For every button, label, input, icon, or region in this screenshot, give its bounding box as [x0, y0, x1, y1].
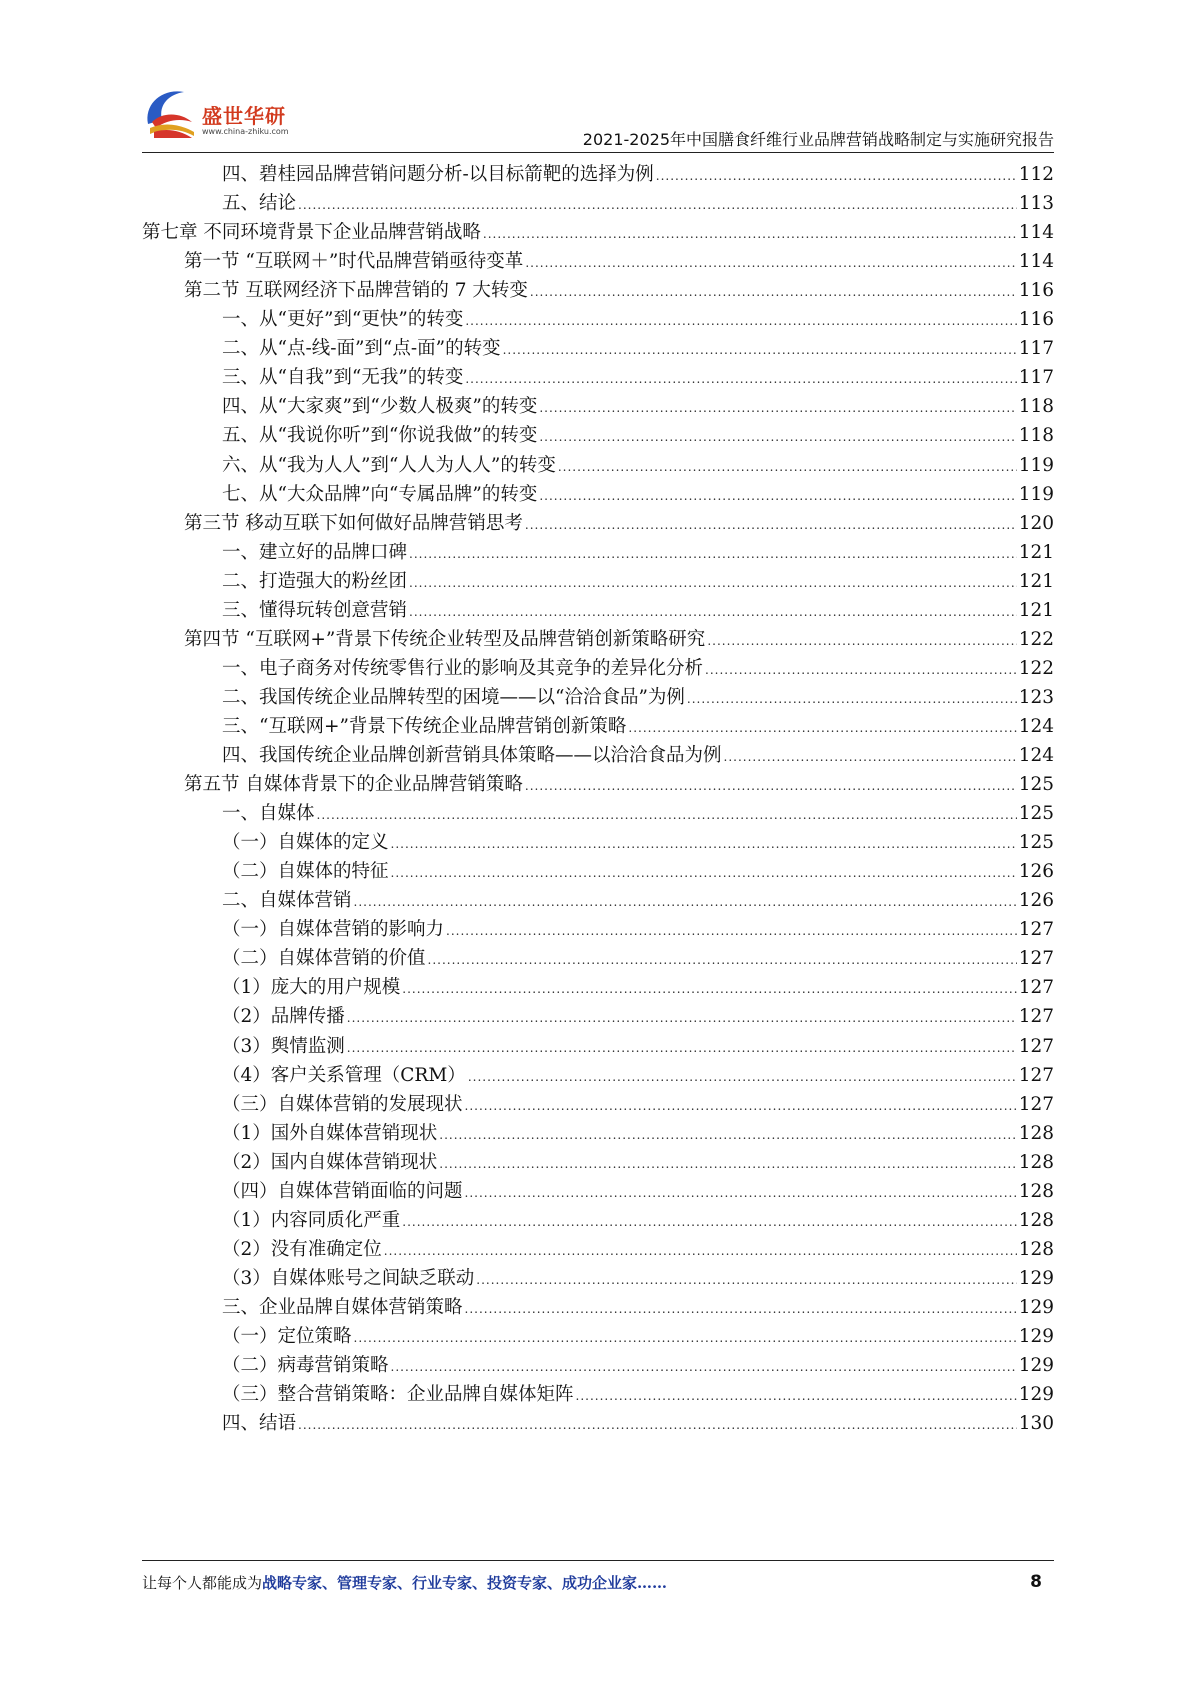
toc-dot-leader — [656, 161, 1017, 191]
toc-entry[interactable] — [222, 1002, 1054, 1032]
toc-entry-page: 127 — [1018, 1035, 1054, 1057]
toc-entry[interactable] — [142, 218, 1054, 248]
company-logo — [140, 82, 310, 152]
toc-entry[interactable] — [222, 1293, 1054, 1323]
toc-entry-title: 一、电子商务对传统零售行业的影响及其竞争的差异化分析 — [222, 657, 704, 679]
toc-entry[interactable] — [222, 915, 1054, 945]
toc-entry-title: （二）病毒营销策略 — [222, 1355, 389, 1377]
toc-entry-title: 五、从“我说你听”到“你说我做”的转变 — [222, 425, 538, 447]
toc-dot-leader — [525, 771, 1017, 801]
toc-dot-leader — [465, 1091, 1017, 1121]
toc-entry[interactable] — [222, 1351, 1054, 1381]
toc-entry-page: 117 — [1018, 367, 1054, 389]
toc-dot-leader — [539, 422, 1016, 452]
toc-entry-title: 二、从“点-线-面”到“点-面”的转变 — [222, 338, 501, 360]
toc-entry-page: 122 — [1018, 657, 1054, 679]
toc-entry[interactable] — [222, 1061, 1054, 1091]
toc-entry-page: 129 — [1018, 1355, 1054, 1377]
toc-entry-page: 124 — [1018, 745, 1054, 766]
toc-entry-page: 127 — [1018, 1093, 1054, 1115]
toc-entry[interactable] — [222, 1235, 1054, 1265]
toc-dot-leader — [539, 481, 1016, 511]
toc-entry[interactable] — [222, 1090, 1054, 1120]
toc-entry[interactable] — [222, 828, 1054, 858]
toc-entry-title: （1）国外自媒体营销现状 — [222, 1122, 438, 1144]
toc-entry-title: 六、从“我为人人”到“人人为人人”的转变 — [222, 454, 556, 476]
toc-entry-title: （二）自媒体营销的价值 — [222, 948, 426, 970]
toc-dot-leader — [558, 452, 1017, 482]
toc-dot-leader — [409, 597, 1017, 627]
toc-entry[interactable] — [222, 741, 1054, 771]
toc-entry-page: 127 — [1018, 977, 1054, 999]
toc-dot-leader — [439, 1149, 1016, 1179]
toc-entry-page: 125 — [1018, 832, 1054, 854]
toc-entry[interactable] — [222, 480, 1054, 510]
toc-dot-leader — [384, 1236, 1017, 1266]
toc-entry[interactable] — [222, 392, 1054, 422]
toc-dot-leader — [298, 190, 1017, 220]
toc-entry-title: 第一节 “互联网＋”时代品牌营销亟待变革 — [184, 251, 524, 273]
toc-entry-page: 127 — [1018, 948, 1054, 970]
toc-entry-page: 129 — [1018, 1296, 1054, 1318]
toc-entry[interactable] — [222, 799, 1054, 829]
toc-entry[interactable] — [222, 160, 1054, 190]
toc-entry[interactable] — [222, 973, 1054, 1003]
toc-entry-title: 第二节 互联网经济下品牌营销的 7 大转变 — [184, 280, 528, 302]
toc-entry[interactable] — [222, 654, 1054, 684]
toc-entry-page: 113 — [1018, 193, 1054, 215]
toc-dot-leader — [354, 1323, 1017, 1353]
toc-dot-leader — [465, 1294, 1017, 1324]
toc-dot-leader — [317, 800, 1017, 830]
toc-entry[interactable] — [222, 596, 1054, 626]
toc-entry-page: 116 — [1018, 280, 1054, 302]
toc-dot-leader — [428, 945, 1017, 975]
logo-name: 盛世华研 — [202, 104, 286, 128]
toc-entry-title: （2）国内自媒体营销现状 — [222, 1151, 438, 1173]
toc-dot-leader — [465, 306, 1016, 336]
toc-dot-leader — [525, 248, 1016, 278]
toc-entry-title: （1）内容同质化严重 — [222, 1209, 401, 1231]
toc-entry-title: 第四节 “互联网+”背景下传统企业转型及品牌营销创新策略研究 — [184, 628, 706, 650]
footer-divider — [142, 1560, 1054, 1561]
toc-entry-page: 114 — [1018, 222, 1054, 244]
toc-entry[interactable] — [222, 1206, 1054, 1236]
toc-dot-leader — [468, 1062, 1017, 1092]
toc-entry-page: 125 — [1018, 774, 1054, 796]
toc-entry[interactable] — [222, 1409, 1054, 1439]
toc-entry-page: 121 — [1018, 570, 1054, 592]
toc-entry-title: （3）自媒体账号之间缺乏联动 — [222, 1267, 475, 1289]
toc-dot-leader — [347, 1033, 1017, 1063]
toc-entry-title: 三、企业品牌自媒体营销策略 — [222, 1296, 463, 1318]
toc-entry[interactable] — [222, 857, 1054, 887]
toc-entry[interactable] — [222, 712, 1054, 742]
toc-entry-title: 三、从“自我”到“无我”的转变 — [222, 367, 464, 389]
toc-entry-title: 三、懂得玩转创意营销 — [222, 599, 408, 621]
toc-entry[interactable] — [222, 886, 1054, 916]
toc-entry[interactable] — [222, 567, 1054, 597]
toc-entry-title: 五、结论 — [222, 193, 297, 215]
toc-entry-page: 118 — [1018, 396, 1054, 418]
toc-entry[interactable] — [184, 247, 1054, 277]
toc-entry-page: 125 — [1018, 803, 1054, 825]
toc-entry[interactable] — [222, 1032, 1054, 1062]
toc-entry-page: 127 — [1018, 919, 1054, 941]
toc-entry-title: （一）定位策略 — [222, 1326, 352, 1347]
footer-slogan-highlight: 战略专家、管理专家、行业专家、投资专家、成功企业家…… — [262, 1574, 668, 1592]
toc-entry-page: 130 — [1018, 1413, 1054, 1435]
toc-dot-leader — [483, 219, 1017, 249]
toc-entry[interactable] — [222, 1177, 1054, 1207]
toc-dot-leader — [446, 916, 1017, 946]
toc-entry[interactable] — [222, 451, 1054, 481]
toc-entry[interactable] — [222, 1148, 1054, 1178]
toc-entry-title: 一、建立好的品牌口碑 — [222, 541, 408, 563]
toc-entry-page: 126 — [1018, 890, 1054, 912]
report-title: 2021-2025年中国膳食纤维行业品牌营销战略制定与实施研究报告 — [582, 130, 1054, 149]
toc-entry-title: （4）客户关系管理（CRM） — [222, 1064, 466, 1086]
toc-entry-title: （2）没有准确定位 — [222, 1238, 382, 1260]
toc-entry-page: 124 — [1018, 715, 1054, 737]
toc-entry-title: （2）品牌传播 — [222, 1006, 345, 1028]
toc-entry[interactable] — [184, 625, 1054, 655]
toc-entry[interactable] — [222, 363, 1054, 393]
logo-url: www.china-zhiku.com — [202, 127, 289, 136]
toc-entry-title: 二、打造强大的粉丝团 — [222, 570, 408, 592]
toc-entry-title: 第七章 不同环境背景下企业品牌营销战略 — [142, 222, 481, 244]
toc-entry-title: 第三节 移动互联下如何做好品牌营销思考 — [184, 512, 523, 534]
toc-dot-leader — [707, 626, 1016, 656]
toc-entry-page: 119 — [1018, 454, 1054, 476]
toc-entry-page: 121 — [1018, 599, 1054, 621]
toc-entry[interactable] — [222, 189, 1054, 219]
toc-entry[interactable] — [222, 305, 1054, 335]
toc-dot-leader — [525, 510, 1017, 540]
toc-dot-leader — [465, 1178, 1017, 1208]
toc-entry-title: 七、从“大众品牌”向“专属品牌”的转变 — [222, 483, 538, 505]
toc-dot-leader — [576, 1381, 1017, 1411]
toc-dot-leader — [402, 1207, 1016, 1237]
toc-dot-leader — [409, 539, 1017, 569]
toc-dot-leader — [503, 335, 1017, 365]
toc-entry[interactable] — [222, 1322, 1054, 1352]
toc-entry-page: 129 — [1018, 1326, 1054, 1347]
toc-entry-page: 122 — [1018, 628, 1054, 650]
toc-entry[interactable] — [184, 276, 1054, 306]
toc-entry-title: （四）自媒体营销面临的问题 — [222, 1180, 463, 1202]
toc-entry[interactable] — [222, 944, 1054, 974]
toc-dot-leader — [298, 1410, 1017, 1440]
toc-entry[interactable] — [222, 421, 1054, 451]
toc-entry-title: 三、“互联网+”背景下传统企业品牌营销创新策略 — [222, 715, 627, 737]
toc-entry-page: 127 — [1018, 1006, 1054, 1028]
toc-dot-leader — [628, 713, 1016, 743]
toc-dot-leader — [530, 277, 1017, 307]
toc-entry[interactable] — [222, 334, 1054, 364]
toc-entry-title: 四、从“大家爽”到“少数人极爽”的转变 — [222, 396, 538, 418]
toc-entry-title: 二、自媒体营销 — [222, 890, 352, 912]
toc-dot-leader — [439, 1120, 1016, 1150]
toc-entry-page: 120 — [1018, 512, 1054, 534]
toc-entry-page: 123 — [1018, 686, 1054, 708]
toc-entry-title: （3）舆情监测 — [222, 1035, 345, 1057]
toc-entry-title: 一、自媒体 — [222, 803, 315, 825]
toc-entry-page: 118 — [1018, 425, 1054, 447]
toc-entry-title: 四、碧桂园品牌营销问题分析-以目标箭靶的选择为例 — [222, 164, 654, 185]
toc-entry-title: （二）自媒体的特征 — [222, 861, 389, 883]
toc-entry[interactable] — [184, 509, 1054, 539]
logo-emblem-icon — [140, 82, 200, 142]
footer-slogan-lead: 让每个人都能成为 — [142, 1574, 263, 1592]
toc-dot-leader — [391, 858, 1017, 888]
toc-entry-page: 112 — [1018, 164, 1054, 185]
toc-entry-page: 128 — [1018, 1238, 1054, 1260]
toc-entry[interactable] — [222, 1264, 1054, 1294]
toc-dot-leader — [402, 974, 1016, 1004]
page-header — [0, 0, 1191, 150]
toc-dot-leader — [705, 655, 1017, 685]
toc-entry[interactable] — [222, 1380, 1054, 1410]
toc-entry-title: 二、我国传统企业品牌转型的困境——以“洽洽食品”为例 — [222, 686, 685, 708]
toc-entry-title: （1）庞大的用户规模 — [222, 977, 401, 999]
toc-entry-page: 128 — [1018, 1151, 1054, 1173]
toc-entry[interactable] — [222, 538, 1054, 568]
page-footer — [142, 1572, 1054, 1596]
toc-dot-leader — [409, 568, 1017, 598]
toc-dot-leader — [687, 684, 1017, 714]
toc-entry[interactable] — [222, 683, 1054, 713]
toc-entry[interactable] — [222, 1119, 1054, 1149]
toc-entry-page: 128 — [1018, 1180, 1054, 1202]
toc-dot-leader — [391, 1352, 1017, 1382]
toc-dot-leader — [724, 742, 1017, 772]
toc-entry-page: 119 — [1018, 483, 1054, 505]
toc-entry-title: 四、我国传统企业品牌创新营销具体策略——以洽洽食品为例 — [222, 745, 722, 766]
toc-entry[interactable] — [184, 770, 1054, 800]
toc-entry-title: （一）自媒体的定义 — [222, 832, 389, 854]
toc-entry-page: 126 — [1018, 861, 1054, 883]
toc-entry-title: 一、从“更好”到“更快”的转变 — [222, 309, 464, 331]
header-divider — [142, 152, 1054, 153]
toc-dot-leader — [347, 1003, 1017, 1033]
toc-entry-page: 128 — [1018, 1209, 1054, 1231]
toc-dot-leader — [391, 829, 1017, 859]
toc-entry-title: （三）整合营销策略：企业品牌自媒体矩阵 — [222, 1384, 574, 1406]
toc-entry-page: 121 — [1018, 541, 1054, 563]
toc-dot-leader — [354, 887, 1017, 917]
toc-entry-page: 116 — [1018, 309, 1054, 331]
toc-entry-page: 129 — [1018, 1384, 1054, 1406]
toc-entry-page: 127 — [1018, 1064, 1054, 1086]
toc-entry-title: 四、结语 — [222, 1413, 297, 1435]
page-number: 8 — [1030, 1572, 1042, 1592]
toc-entry-page: 128 — [1018, 1122, 1054, 1144]
toc-entry-page: 117 — [1018, 338, 1054, 360]
toc-dot-leader — [539, 393, 1016, 423]
toc-entry-title: 第五节 自媒体背景下的企业品牌营销策略 — [184, 774, 523, 796]
toc-entry-title: （三）自媒体营销的发展现状 — [222, 1093, 463, 1115]
toc-entry-title: （一）自媒体营销的影响力 — [222, 919, 445, 941]
toc-dot-leader — [465, 364, 1016, 394]
toc-dot-leader — [476, 1265, 1016, 1295]
toc-entry-page: 114 — [1018, 251, 1054, 273]
toc-entry-page: 129 — [1018, 1267, 1054, 1289]
